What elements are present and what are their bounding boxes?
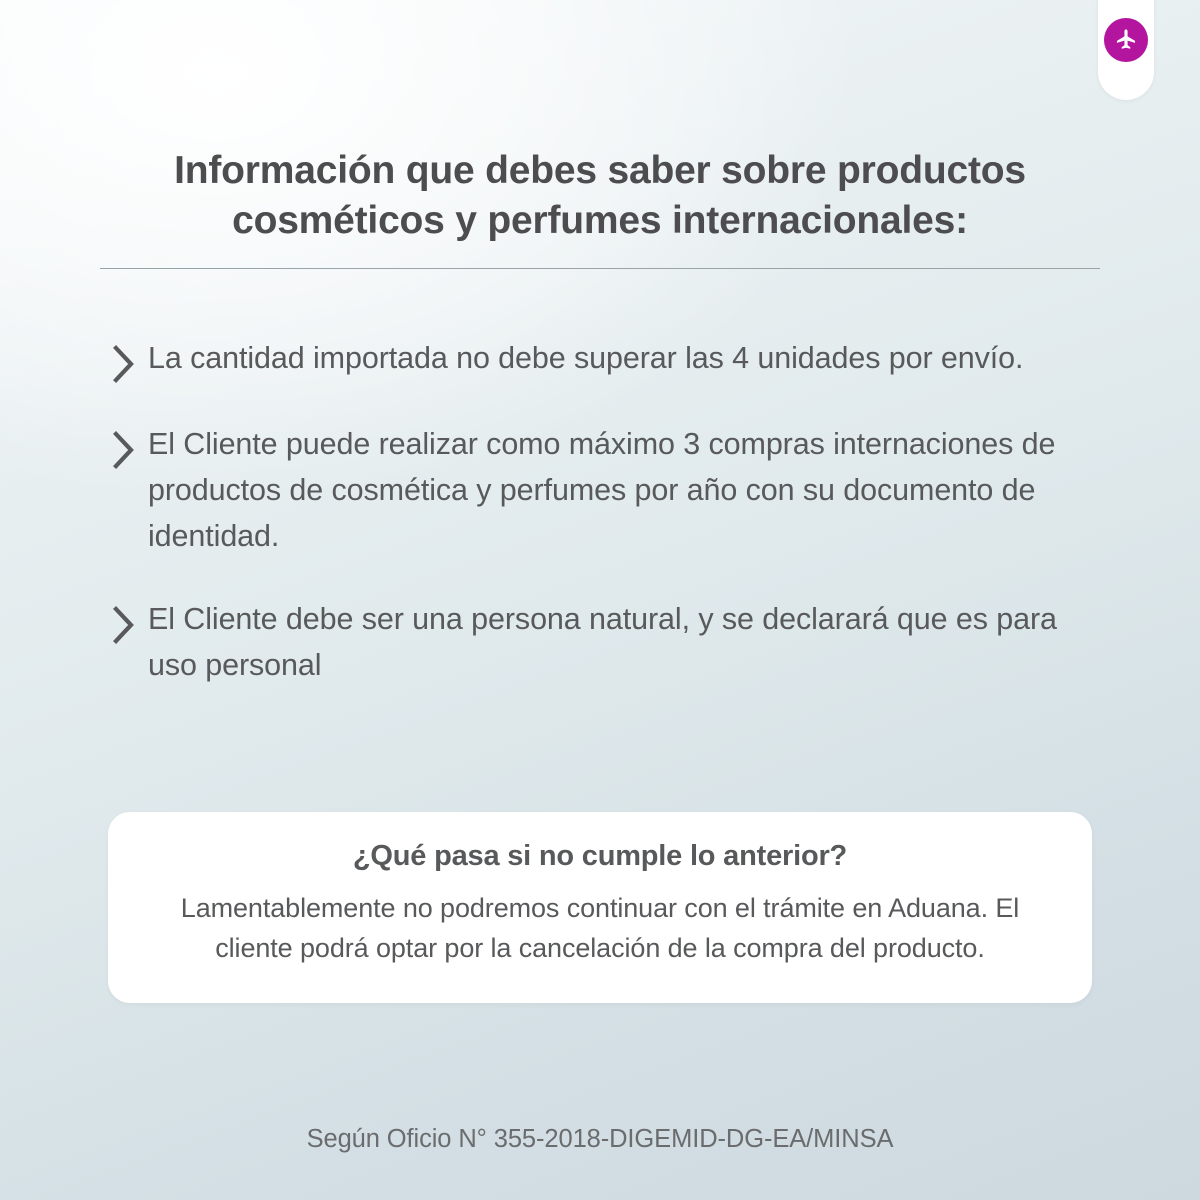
legal-footnote: Según Oficio N° 355-2018-DIGEMID-DG-EA/MINSA [306,1125,894,1153]
list-item-label: El Cliente puede realizar como máximo 3 compras internaciones de productos de cosmética y perfumes por año con su documento de identidad. [148,427,1056,553]
page-title: Información que debes saber sobre productos cosméticos y perfumes internacionales: [174,149,1026,242]
list-item [100,336,1114,384]
airplane-icon [1113,27,1139,53]
list-item-label: La cantidad importada no debe superar las 4 unidades por envío. [148,341,1024,375]
badge-circle [1104,18,1148,62]
list-item-label: El Cliente debe ser una persona natural, y se declarará que es para uso personal [148,602,1057,682]
card-title: ¿Qué pasa si no cumple lo anterior? [352,840,848,872]
title-divider [100,268,1100,269]
bullet-list [100,336,1114,689]
title-block [100,146,1100,269]
consequence-card [108,812,1092,1003]
airplane-badge [1098,0,1154,100]
chevron-right-icon [100,422,148,470]
chevron-right-icon [100,597,148,645]
chevron-right-icon [100,336,148,384]
list-item [100,597,1114,689]
card-body: Lamentablemente no podremos continuar con el trámite en Aduana. El cliente podrá optar por la cancelación de la compra del producto. [180,893,1020,963]
list-item [100,422,1114,559]
